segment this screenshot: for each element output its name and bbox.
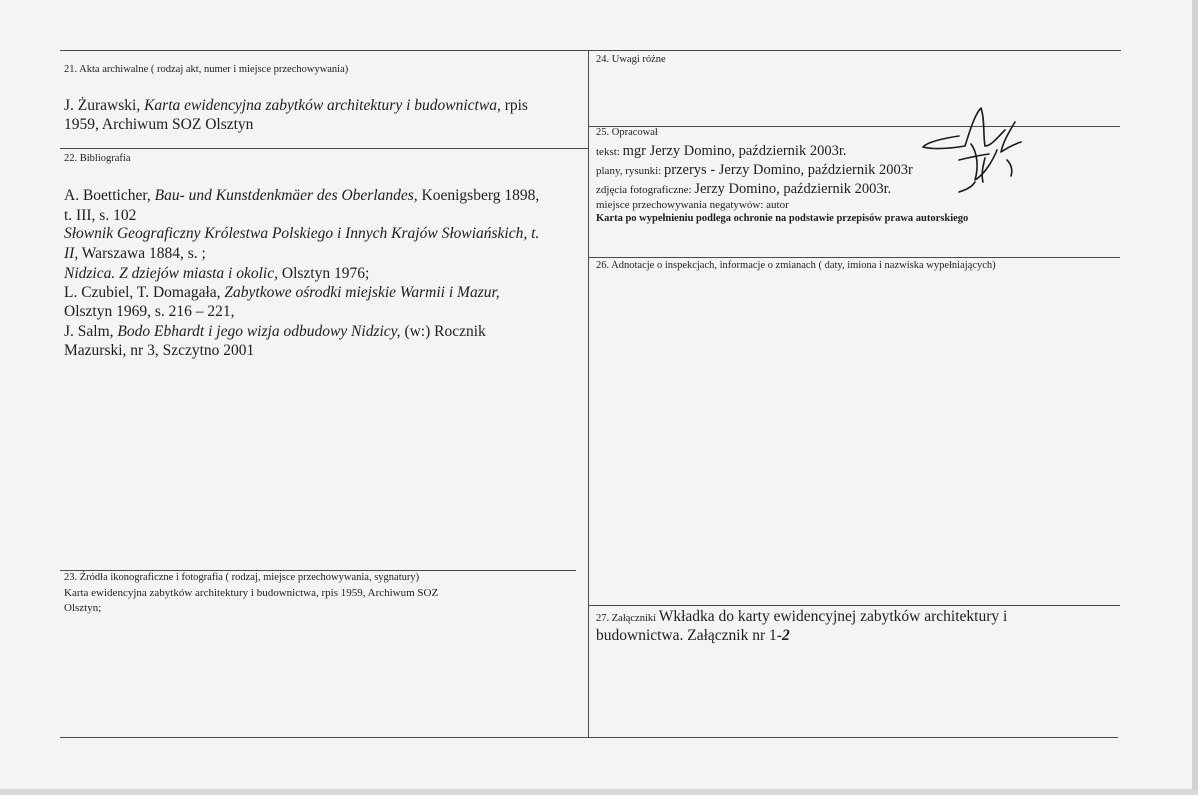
divider-22-23 [60,570,576,571]
author-text-line: tekst: mgr Jerzy Domino, październik 2003r. [596,143,847,159]
section-23-label: 23. Źródła ikonograficzne i fotografia ( rodzaj, miejsce przechowywania, sygnatury) [64,572,420,583]
bottom-border [60,737,1118,738]
negatives-location: miejsce przechowywania negatywów: autor [596,199,789,211]
bibliography-entry: t. III, s. 102 [64,207,137,224]
bibliography-entry: II, Warszawa 1884, s. ; [64,245,206,262]
page-edge-shadow-right [1192,0,1198,795]
handwritten-attachment-number: 2 [781,627,790,644]
top-border [60,50,1121,51]
section-25-label: 25. Opracował [596,127,658,138]
section-21-line-1: J. Żurawski, Karta ewidencyjna zabytków architektury i budownictwa, rpis [64,97,528,114]
section-27-line-2: budownictwa. Załącznik nr 1-2 [596,627,790,644]
section-24-label: 24. Uwagi różne [596,54,666,65]
divider-21-22 [60,148,589,149]
section-21-line-2: 1959, Archiwum SOZ Olsztyn [64,116,254,133]
section-27-line-1: 27. Załączniki Wkładka do karty ewidencyjnej zabytków architektury i [596,608,1008,625]
bibliography-entry: Mazurski, nr 3, Szczytno 2001 [64,342,255,359]
copyright-notice: Karta po wypełnieniu podlega ochronie na podstawie przepisów prawa autorskiego [596,213,969,224]
column-divider [588,50,589,738]
bibliography-entry: L. Czubiel, T. Domagała, Zabytkowe ośrodki miejskie Warmii i Mazur, [64,284,500,301]
bibliography-entry: Olsztyn 1969, s. 216 – 221, [64,303,235,320]
author-plans-line: plany, rysunki: przerys - Jerzy Domino, październik 2003r [596,162,913,178]
bibliography-entry: Słownik Geograficzny Królestwa Polskiego i Innych Krajów Słowiańskich, t. [64,225,540,242]
bibliography-entry: J. Salm, Bodo Ebhardt i jego wizja odbudowy Nidzicy, (w:) Rocznik [64,323,486,340]
handwritten-signature [915,100,1045,195]
divider-25-26 [589,257,1120,258]
section-22-label: 22. Bibliografia [64,153,131,164]
bibliography-entry: A. Boetticher, Bau- und Kunstdenkmäer des Oberlandes, Koenigsberg 1898, [64,187,540,204]
section-23-line-2: Olsztyn; [64,602,102,614]
author-photos-line: zdjęcia fotograficzne: Jerzy Domino, październik 2003r. [596,181,892,197]
section-21-label: 21. Akta archiwalne ( rodzaj akt, numer i miejsce przechowywania) [64,64,349,75]
section-23-line-1: Karta ewidencyjna zabytków architektury i budownictwa, rpis 1959, Archiwum SOZ [64,587,439,599]
section-26-label: 26. Adnotacje o inspekcjach, informacje o zmianach ( daty, imiona i nazwiska wypełniających) [596,260,996,271]
divider-26-27 [589,605,1120,606]
page-edge-shadow-bottom [0,789,1198,795]
bibliography-entry: Nidzica. Z dziejów miasta i okolic, Olsztyn 1976; [64,265,370,282]
